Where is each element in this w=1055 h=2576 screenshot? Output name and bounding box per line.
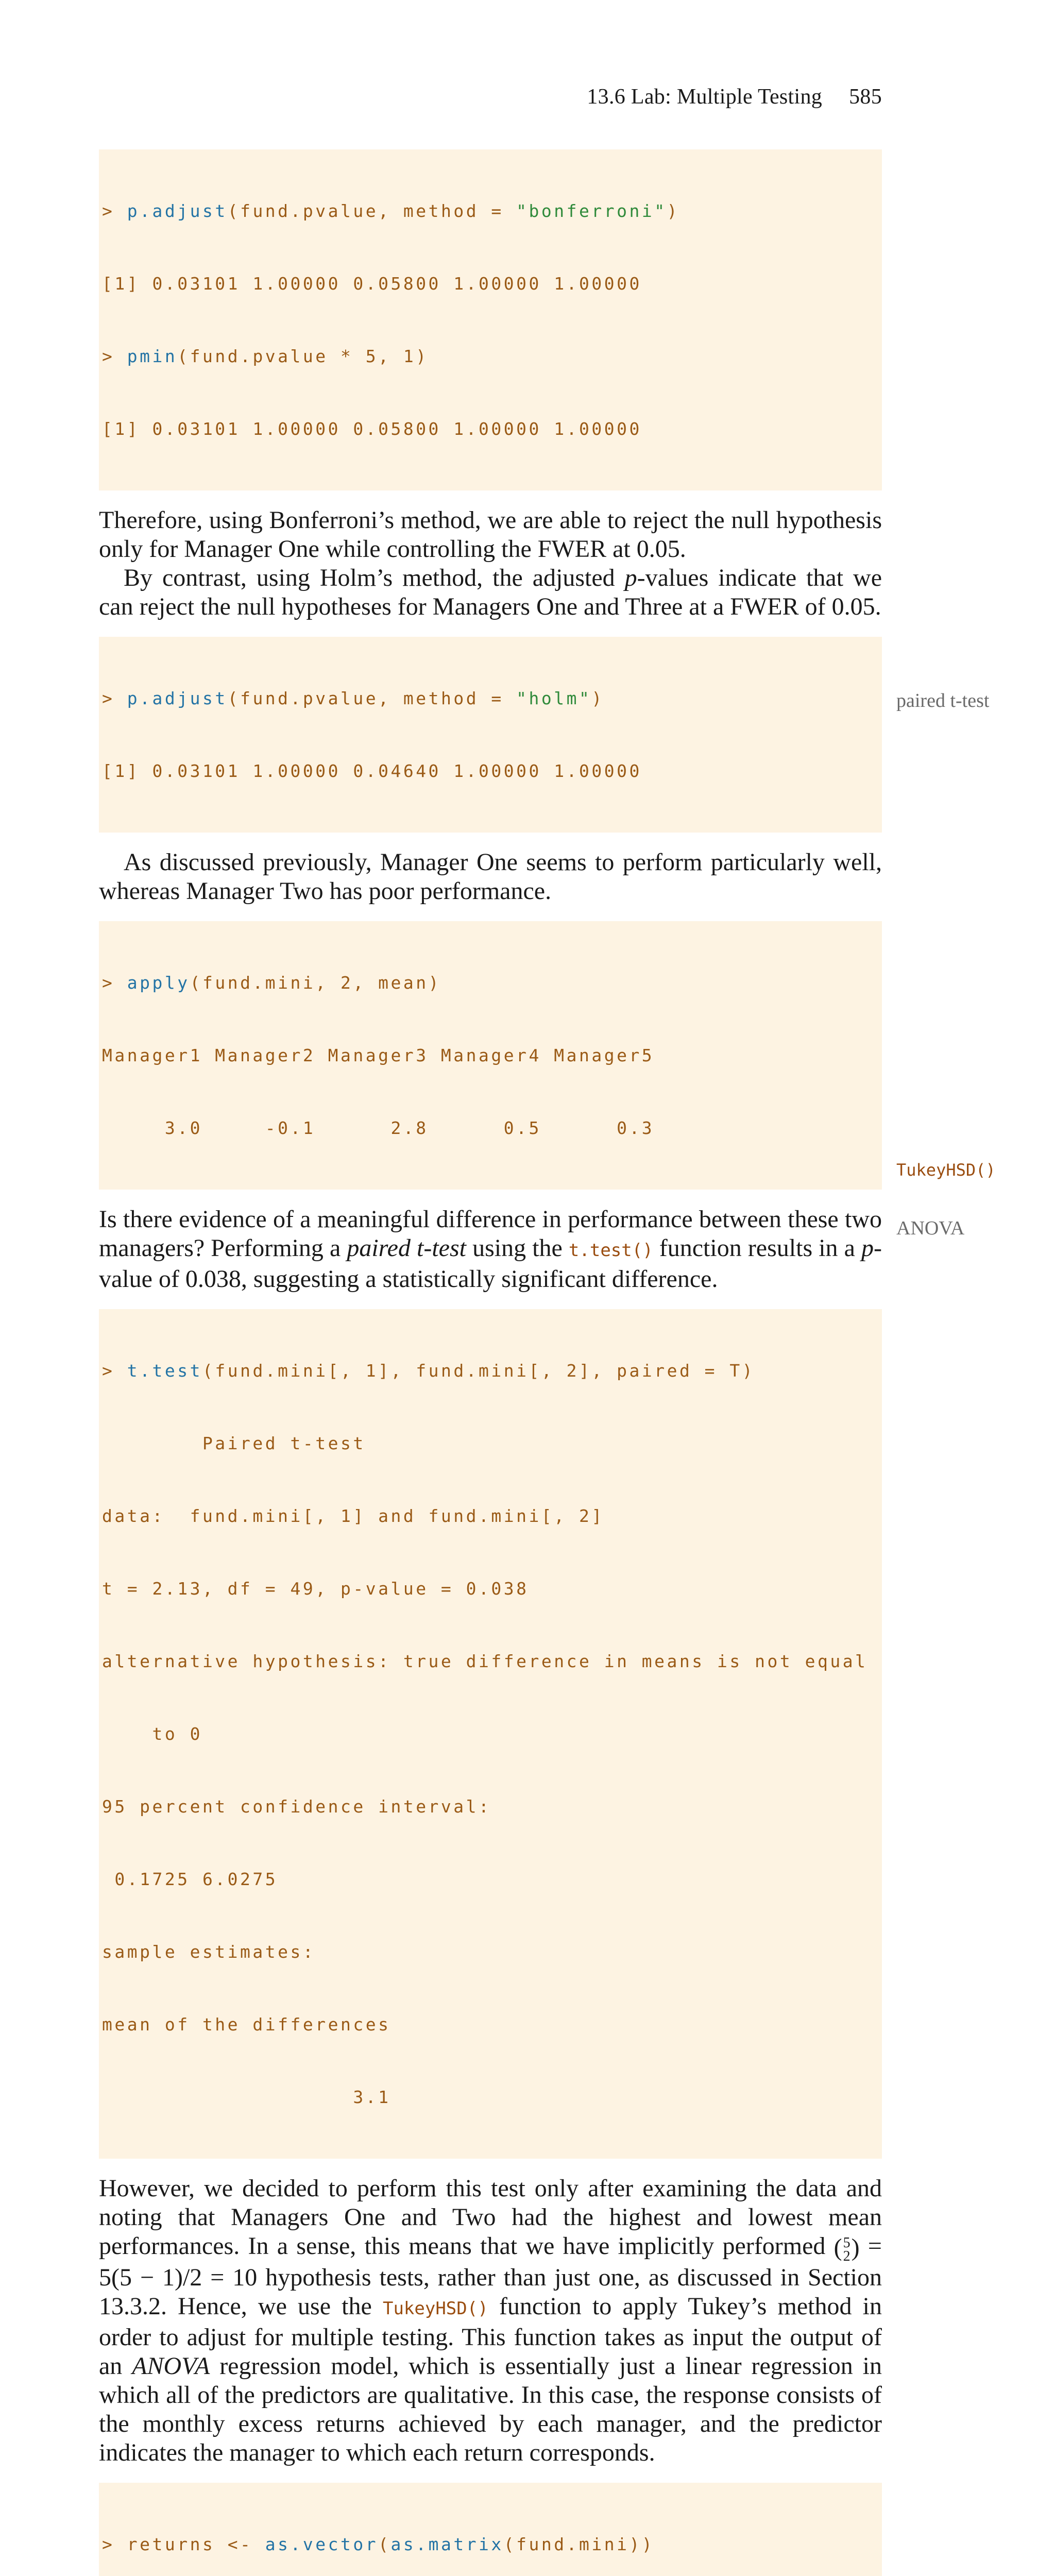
- paragraph-group-2: [99, 848, 882, 906]
- paragraph-group-1: [99, 506, 882, 621]
- code-output: Paired t-test: [102, 1433, 366, 1453]
- section-title: 13.6 Lab: Multiple Testing: [587, 85, 823, 109]
- running-header: [587, 84, 882, 109]
- paragraph-group-4: [99, 2174, 882, 2467]
- code-output: 0.1725 6.0275: [102, 1869, 278, 1889]
- code-output: 95 percent confidence interval:: [102, 1797, 491, 1817]
- code-line: > apply(fund.mini, 2, mean): [102, 973, 441, 993]
- code-output: Manager1 Manager2 Manager3 Manager4 Manager5: [102, 1045, 655, 1065]
- code-output: alternative hypothesis: true difference in means is not equal: [102, 1651, 868, 1671]
- code-output: to 0: [102, 1724, 202, 1744]
- page-number: 585: [849, 85, 882, 109]
- code-output: [1] 0.03101 1.00000 0.05800 1.00000 1.00000: [102, 419, 642, 439]
- paragraph: By contrast, using Holm’s method, the adjusted p-values indicate that we can reject the null hypotheses for Managers One and Three at a FWER of 0.05.: [99, 564, 882, 620]
- paragraph: However, we decided to perform this test only after examining the data and noting that Managers One and Two had the highest and lowest mean performances. In a sense, this means that we have implicitly performed (5 2) = 5(5 − 1)/2 = 10 hypothesis tests, rather than just one, as discussed in Section 13.3.2. Hence, we use the TukeyHSD() function to apply Tukey’s method in order to adjust for multiple testing. This function takes as input the output of an ANOVA regression model, which is essentially just a linear regression in which all of the predictors are qualitative. In this case, the response consists of the monthly excess returns achieved by each manager, and the predictor indicates the manager to which each return corresponds.: [99, 2175, 882, 2466]
- code-line: > returns <- as.vector(as.matrix(fund.mini)): [102, 2534, 655, 2554]
- code-block-apply: [99, 921, 882, 1190]
- margin-note-anova: ANOVA: [896, 1217, 965, 1239]
- code-output: mean of the differences: [102, 2014, 391, 2035]
- paragraph: Is there evidence of a meaningful difference in performance between these two managers? Performing a paired t-test using the t.test() function results in a p-value of 0.038, suggesting a statistically significant difference.: [99, 1206, 882, 1293]
- code-output: 3.0 -0.1 2.8 0.5 0.3: [102, 1118, 655, 1138]
- code-line: > p.adjust(fund.pvalue, method = "bonferroni"): [102, 201, 679, 221]
- code-line: > pmin(fund.pvalue * 5, 1): [102, 346, 429, 366]
- code-output: [1] 0.03101 1.00000 0.05800 1.00000 1.00000: [102, 274, 642, 294]
- code-output: [1] 0.03101 1.00000 0.04640 1.00000 1.00000: [102, 761, 642, 781]
- code-output: sample estimates:: [102, 1942, 316, 1962]
- code-output: data: fund.mini[, 1] and fund.mini[, 2]: [102, 1506, 604, 1526]
- code-line: > p.adjust(fund.pvalue, method = "holm"): [102, 688, 604, 708]
- code-output: 3.1: [102, 2087, 391, 2107]
- code-output: t = 2.13, df = 49, p-value = 0.038: [102, 1579, 529, 1599]
- paragraph: As discussed previously, Manager One seems to perform particularly well, whereas Manager Two has poor performance.: [99, 849, 882, 905]
- binomial-coefficient: (5 2): [833, 2233, 860, 2264]
- code-line: > t.test(fund.mini[, 1], fund.mini[, 2], paired = T): [102, 1361, 755, 1381]
- margin-note-tukey: TukeyHSD(): [896, 1160, 996, 1180]
- code-block-bonferroni: [99, 149, 882, 490]
- page-body: [99, 149, 882, 2576]
- paragraph-group-3: [99, 1205, 882, 1294]
- code-block-ttest: [99, 1309, 882, 2159]
- code-block-tukey: [99, 2483, 882, 2576]
- code-block-holm: [99, 637, 882, 833]
- margin-note-paired: paired t-test: [896, 690, 990, 711]
- paragraph: Therefore, using Bonferroni’s method, we are able to reject the null hypothesis only for Manager One while controlling the FWER at 0.05.: [99, 506, 882, 563]
